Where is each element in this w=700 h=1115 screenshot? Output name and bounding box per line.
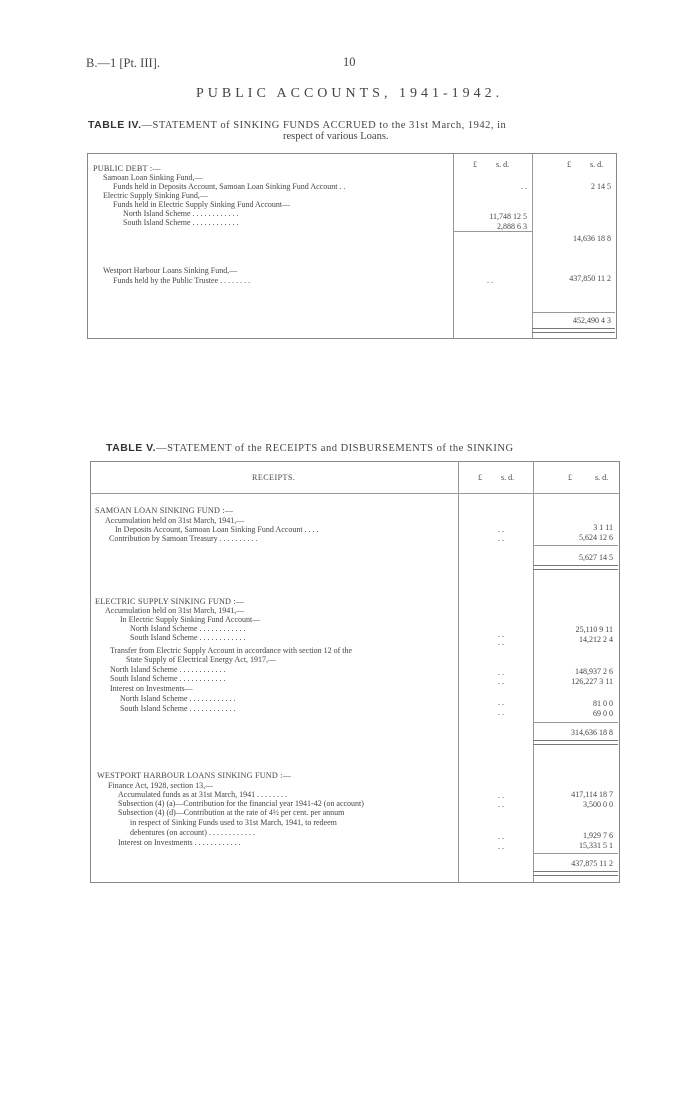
table4-row-samoan-funds: Funds held in Deposits Account, Samoan Loan Sinking Fund Account . . bbox=[113, 182, 346, 191]
table5-westport-row-3-b: 3,500 0 0 bbox=[583, 800, 613, 809]
table5-electric-row-3-b: 25,110 9 11 bbox=[575, 625, 613, 634]
table5-electric-row-5: Transfer from Electric Supply Account in accordance with section 12 of the bbox=[110, 646, 353, 655]
table4-label: TABLE IV. bbox=[88, 119, 142, 131]
table5-label: TABLE V. bbox=[106, 442, 157, 454]
table5-electric-row-1: Accumulation held on 31st March, 1941,— bbox=[105, 606, 245, 615]
table5-electric-row-10-b: 81 0 0 bbox=[593, 699, 613, 708]
table5-samoan-total-double-rule bbox=[533, 565, 618, 570]
table5-samoan-title: SAMOAN LOAN SINKING FUND :— bbox=[95, 506, 234, 515]
table5-col-pound-1: £ bbox=[478, 473, 482, 482]
table5-westport-row-2: Accumulated funds as at 31st March, 1941 . . . . . . . . bbox=[118, 790, 288, 799]
table4-row-westport-b: 437,850 11 2 bbox=[569, 274, 611, 283]
table5-westport-row-6: debentures (on account) . . . . . . . . . . . . bbox=[130, 828, 255, 837]
table5-electric-row-10: North Island Scheme . . . . . . . . . . . . bbox=[120, 694, 236, 703]
table4-total-double-rule bbox=[532, 328, 615, 333]
table5-title bbox=[106, 442, 514, 454]
table4-subtotal-rule bbox=[453, 231, 532, 232]
table5-electric-total-rule bbox=[533, 722, 618, 723]
table4-subtotal-electric: 14,636 18 8 bbox=[573, 234, 611, 243]
table5-westport-total: 437,875 11 2 bbox=[571, 859, 613, 868]
table5-samoan-total-rule bbox=[533, 545, 618, 546]
table4-total: 452,490 4 3 bbox=[573, 316, 611, 325]
table4-row-samoan-funds-b: 2 14 5 bbox=[591, 182, 611, 191]
table4-row-north-island-a: 11,748 12 5 bbox=[489, 212, 527, 221]
table4-title bbox=[88, 119, 506, 131]
table5-electric-row-10-a: . . bbox=[498, 698, 504, 707]
table5-samoan-row-3-a: . . bbox=[498, 534, 504, 543]
table5-electric-row-4: South Island Scheme . . . . . . . . . . . . bbox=[130, 633, 246, 642]
table4-row-south-island: South Island Scheme . . . . . . . . . . . . bbox=[123, 218, 239, 227]
table5-electric-row-11-a: . . bbox=[498, 708, 504, 717]
table4-row-westport-a: . . bbox=[487, 276, 493, 285]
table5-electric-row-4-b: 14,212 2 4 bbox=[579, 635, 613, 644]
table5-header-rule bbox=[90, 493, 619, 494]
table4-total-rule bbox=[532, 312, 615, 313]
table5-electric-total-double-rule bbox=[533, 740, 618, 745]
table4-col-sd-2: s. d. bbox=[590, 160, 604, 169]
table5-westport-row-4: Subsection (4) (d)—Contribution at the rate of 4½ per cent. per annum bbox=[118, 808, 345, 817]
table4-row-samoan-funds-a: . . bbox=[521, 182, 527, 191]
table5-westport-row-5: in respect of Sinking Funds used to 31st March, 1941, to redeem bbox=[130, 818, 337, 827]
table4-title-line2: respect of various Loans. bbox=[283, 131, 389, 142]
table4-row-public-debt: PUBLIC DEBT :— bbox=[93, 164, 161, 173]
table5-westport-row-2-a: . . bbox=[498, 791, 504, 800]
table5-samoan-total: 5,627 14 5 bbox=[579, 553, 613, 562]
table4-row-north-island: North Island Scheme . . . . . . . . . . . . bbox=[123, 209, 239, 218]
table4-row-electric-funds: Funds held in Electric Supply Sinking Fund Account— bbox=[113, 200, 291, 209]
table5-westport-total-rule bbox=[533, 853, 618, 854]
table5-westport-row-7-b: 15,331 5 1 bbox=[579, 841, 613, 850]
table4-row-south-island-a: 2,888 6 3 bbox=[497, 222, 527, 231]
table5-samoan-row-3-b: 5,624 12 6 bbox=[579, 533, 613, 542]
table5-electric-row-2: In Electric Supply Sinking Fund Account— bbox=[120, 615, 261, 624]
table4-col-pound-1: £ bbox=[473, 160, 477, 169]
table4-row-electric: Electric Supply Sinking Fund,— bbox=[103, 191, 208, 200]
table5-title-text: —STATEMENT of the RECEIPTS and DISBURSEMENTS of the SINKING bbox=[156, 443, 514, 454]
table4-row-westport: Westport Harbour Loans Sinking Fund,— bbox=[103, 266, 238, 275]
table5-electric-row-9: Interest on Investments— bbox=[110, 684, 193, 693]
document-reference: B.—1 [Pt. III]. bbox=[86, 56, 160, 70]
table5-electric-row-7-b: 148,937 2 6 bbox=[575, 667, 613, 676]
table5-westport-row-3-a: . . bbox=[498, 800, 504, 809]
table5-westport-total-double-rule bbox=[533, 871, 618, 876]
table5-westport-row-7-a: . . bbox=[498, 842, 504, 851]
table5-samoan-row-2-a: . . bbox=[498, 525, 504, 534]
table5-westport-row-6-a: . . bbox=[498, 832, 504, 841]
page-title: PUBLIC ACCOUNTS, 1941-1942. bbox=[196, 86, 504, 101]
table4-title-line1: —STATEMENT of SINKING FUNDS ACCRUED to the 31st March, 1942, in bbox=[141, 120, 507, 131]
table5-westport-row-2-b: 417,114 18 7 bbox=[571, 790, 613, 799]
table5-electric-title: ELECTRIC SUPPLY SINKING FUND :— bbox=[95, 597, 245, 606]
table4-col-pound-2: £ bbox=[567, 160, 571, 169]
table5-samoan-row-2: In Deposits Account, Samoan Loan Sinking Fund Account . . . . bbox=[115, 525, 319, 534]
table4-row-samoan: Samoan Loan Sinking Fund,— bbox=[103, 173, 203, 182]
table5-westport-row-3: Subsection (4) (a)—Contribution for the financial year 1941-42 (on account) bbox=[118, 799, 364, 808]
table5-electric-row-7-a: . . bbox=[498, 668, 504, 677]
table4-col-divider-2 bbox=[532, 153, 533, 338]
table5-electric-row-3: North Island Scheme . . . . . . . . . . . . bbox=[130, 624, 246, 633]
table5-westport-row-6-b: 1,929 7 6 bbox=[583, 831, 613, 840]
table5-electric-row-11-b: 69 0 0 bbox=[593, 709, 613, 718]
table5-electric-row-8-a: . . bbox=[498, 677, 504, 686]
table5-electric-total: 314,636 18 8 bbox=[571, 728, 613, 737]
table5-electric-row-8-b: 126,227 3 11 bbox=[571, 677, 613, 686]
table5-electric-row-8: South Island Scheme . . . . . . . . . . . . bbox=[110, 674, 226, 683]
table5-col-sd-2: s. d. bbox=[595, 473, 609, 482]
table4-row-westport-funds: Funds held by the Public Trustee . . . . . . . . bbox=[113, 276, 251, 285]
table5-col-pound-2: £ bbox=[568, 473, 572, 482]
table5-samoan-row-3: Contribution by Samoan Treasury . . . . . . . . . . bbox=[109, 534, 258, 543]
table5-col-receipts: RECEIPTS. bbox=[252, 473, 296, 482]
table5-westport-row-7: Interest on Investments . . . . . . . . . . . . bbox=[118, 838, 241, 847]
table5-electric-row-7: North Island Scheme . . . . . . . . . . . . bbox=[110, 665, 226, 674]
table5-westport-title: WESTPORT HARBOUR LOANS SINKING FUND :— bbox=[97, 771, 292, 780]
page-number: 10 bbox=[343, 55, 356, 69]
table5-electric-row-4-a: . . bbox=[498, 638, 504, 647]
table5-samoan-row-1: Accumulation held on 31st March, 1941,— bbox=[105, 516, 245, 525]
table5-electric-row-3-a: . . bbox=[498, 630, 504, 639]
table4-col-divider-1 bbox=[453, 153, 454, 338]
table5-electric-row-6: State Supply of Electrical Energy Act, 1917,— bbox=[126, 655, 277, 664]
table4-col-sd-1: s. d. bbox=[496, 160, 510, 169]
table5-col-sd-1: s. d. bbox=[501, 473, 515, 482]
table5-westport-row-1: Finance Act, 1928, section 13,— bbox=[108, 781, 214, 790]
table5-samoan-row-2-b: 3 1 11 bbox=[593, 523, 613, 532]
table5-electric-row-11: South Island Scheme . . . . . . . . . . . . bbox=[120, 704, 236, 713]
